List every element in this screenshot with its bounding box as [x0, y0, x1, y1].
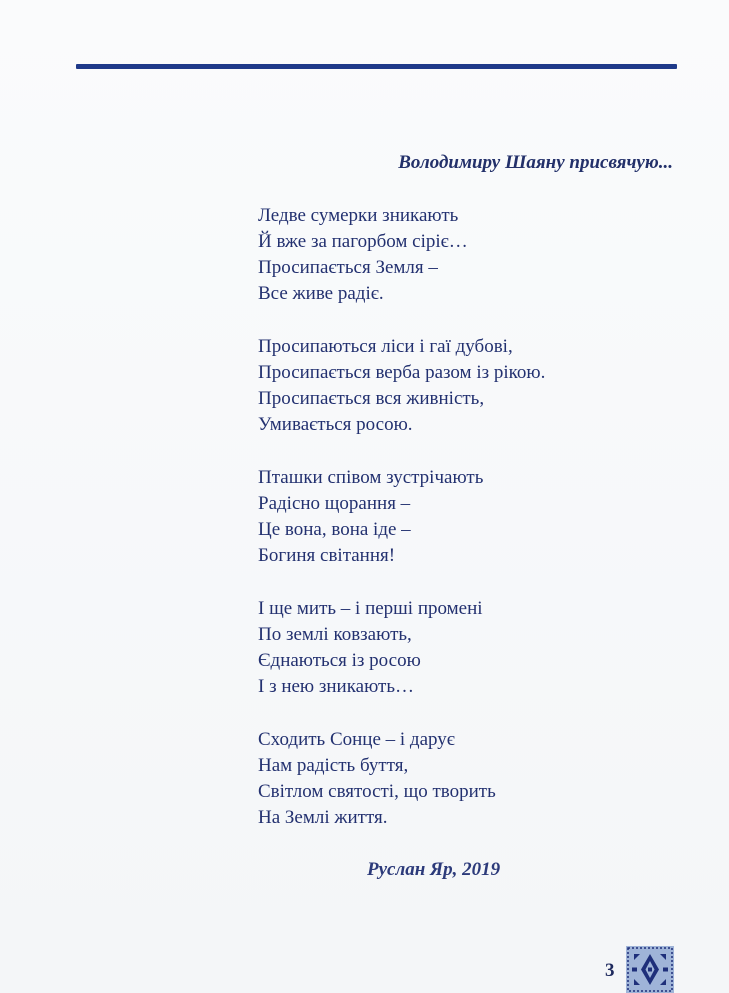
- poem-line: Пташки співом зустрічають: [258, 467, 484, 488]
- poem-line: Все живе радіє.: [258, 283, 384, 304]
- dedication: Володимиру Шаяну присвячую...: [398, 152, 673, 173]
- top-divider-rule: [76, 64, 677, 69]
- poem-line: І з нею зникають…: [258, 676, 415, 697]
- embroidery-ornament-icon: [626, 946, 674, 993]
- poem-line: Радісно щорання –: [258, 493, 411, 514]
- page-number: 3: [605, 960, 615, 981]
- stanza-4: [258, 596, 658, 700]
- author-signature: Руслан Яр, 2019: [367, 859, 501, 880]
- poem-line: Просипаються ліси і гаї дубові,: [258, 336, 513, 357]
- stanza-2: [258, 334, 658, 438]
- poem-line: На Землі життя.: [258, 807, 388, 828]
- poem-line: По землі ковзають,: [258, 624, 412, 645]
- poem-line: І ще мить – і перші промені: [258, 598, 483, 619]
- poem-line: Й вже за пагорбом сіріє…: [258, 231, 468, 252]
- poem: [258, 203, 658, 858]
- poem-line: Ледве сумерки зникають: [258, 205, 459, 226]
- stanza-3: [258, 465, 658, 569]
- poem-line: Світлом святості, що творить: [258, 781, 496, 802]
- poem-line: Просипається Земля –: [258, 257, 438, 278]
- stanza-5: [258, 727, 658, 831]
- poem-line: Нам радість буття,: [258, 755, 409, 776]
- stanza-1: [258, 203, 658, 307]
- poem-line: Сходить Сонце – і дарує: [258, 729, 455, 750]
- poem-line: Умивається росою.: [258, 414, 413, 435]
- poem-line: Просипається вся живність,: [258, 388, 485, 409]
- poem-line: Це вона, вона іде –: [258, 519, 411, 540]
- poem-line: Богиня світання!: [258, 545, 396, 566]
- poem-line: Просипається верба разом із рікою.: [258, 362, 546, 383]
- poem-line: Єднаються із росою: [258, 650, 421, 671]
